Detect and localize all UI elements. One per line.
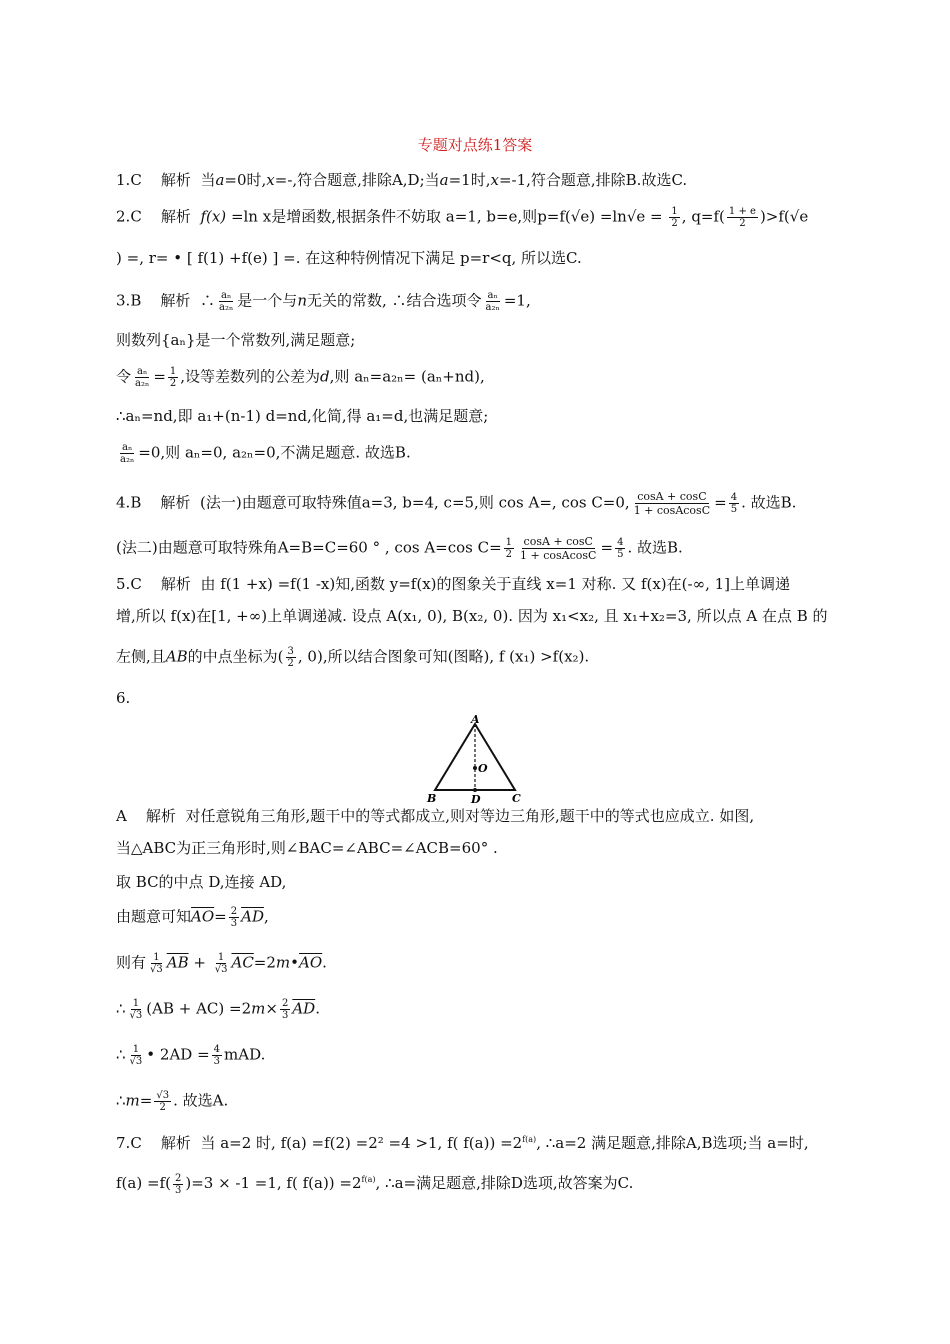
q3-num: 3. — [116, 291, 131, 310]
q4-text: A=B=C=60 ° , cos A=cos C= — [277, 538, 502, 557]
q6-text: =2 — [253, 953, 276, 972]
q6-line2: 当△ABC为正三角形时,则∠BAC=∠ABC=∠ACB=60° . — [116, 839, 498, 857]
frac-den: 5 — [617, 549, 624, 560]
q7-line1 — [116, 1130, 836, 1153]
q5-label: 解析 — [160, 575, 191, 593]
frac-den: 1 + cosAcosC — [520, 549, 597, 562]
frac-num: 4 — [617, 537, 624, 548]
vector-ab: $\overline{AB}$ — [166, 953, 189, 972]
q6-text: mAD — [224, 1045, 261, 1064]
q6-line3: 取 BC的中点 D,连接 AD, — [116, 873, 287, 891]
frac-den: √3 — [150, 964, 163, 975]
q6-text: 由题意可知 — [116, 907, 192, 926]
q3-line4: ∴aₙ=nd,即 a₁+(n-1) d=nd,化简,得 a₁=d,也满足题意; — [116, 407, 489, 425]
frac-den: 2 — [287, 658, 294, 669]
q4-frac — [632, 490, 712, 517]
q1-line: 1.C 解析 当a=0时,x=-,符合题意,排除A,D;当a=1时,x=-1,符合题意,排除B.故选C. — [116, 171, 688, 189]
frac-num: 2 — [174, 1172, 182, 1184]
q2-text: a=1, b=e,则 — [445, 207, 538, 226]
q7-frac — [173, 1173, 183, 1196]
q7-text: , ∴a=2 满足题意,排除A,B选项;当 a=时, — [536, 1134, 809, 1152]
q6-text: (AB + AC) =2 — [146, 999, 252, 1018]
frac-num: 3 — [287, 646, 294, 657]
q7-text: 当 a=2 时, f(a) =f(2) =2² =4 >1, f( f(a)) =2 — [200, 1134, 523, 1152]
q7-answer: C — [130, 1134, 142, 1152]
frac-num: 1 — [169, 366, 177, 377]
frac-num: 2 — [230, 906, 238, 917]
q3-text: =1, — [503, 291, 531, 310]
q3-label: 解析 — [160, 291, 191, 310]
q3-line2: 则数列{aₙ}是一个常数列,满足题意; — [116, 331, 356, 349]
q3-text: aₙ=a₂ₙ= (aₙ+nd), — [354, 367, 485, 386]
frac-den: √3 — [214, 964, 228, 975]
frac-den: a₂ₙ — [135, 378, 150, 389]
q5-text: ,所以结合图象可知(图略), f (x₁) >f(x₂). — [322, 647, 590, 666]
q4-frac — [518, 535, 598, 562]
q7-text: f(a) =f — [116, 1174, 166, 1192]
q1-text: =1时, — [448, 171, 491, 189]
q7-line2: f(a) =f( $\frac{2}{3}$ )=3 × -1 =1, f( $f(a)) =2^{f(a)}$, ∴a=满足题意,排除D选项,故答案为C. — [116, 1172, 634, 1196]
q4-frac-val — [615, 537, 625, 560]
q2-text: p=f(√e) =ln√e = — [537, 207, 663, 226]
point-d — [473, 788, 477, 792]
q2-answer: C — [130, 207, 142, 226]
q6-frac — [148, 952, 165, 975]
q3-text: 令 — [116, 367, 132, 386]
q6-line5 — [116, 952, 836, 975]
frac-den: a₂ₙ — [219, 302, 234, 313]
q6-text: , — [263, 907, 269, 926]
q5-text: 的中点坐标为 — [187, 647, 278, 666]
q6-text: m — [125, 1091, 140, 1110]
therefore-symbol: ∴ — [116, 999, 126, 1018]
frac-den: 2 — [505, 549, 513, 560]
frac-num: 4 — [730, 492, 738, 503]
frac-den: 2 — [169, 378, 177, 389]
frac-den: 1 + cosAcosC — [633, 504, 711, 517]
q6-frac — [154, 1090, 171, 1113]
vector-ao: $\overline{AO}$ — [299, 953, 323, 972]
q4-num: 4. — [116, 493, 131, 512]
q4-label: 解析 — [160, 493, 191, 512]
q3-text: 无关的常数, ∴结合选项令 — [306, 291, 482, 310]
frac-num: aₙ — [487, 290, 498, 301]
q5-text: AB — [165, 647, 188, 666]
q4-frac-half — [504, 537, 514, 560]
q6-text: • 2AD = — [146, 1045, 210, 1064]
frac-num: 1 — [153, 952, 160, 963]
frac-num: 1 — [217, 952, 225, 963]
q5-text: 由 f(1 +x) =f(1 -x)知,函数 y=f(x)的图象关于直线 x=1 对称. 又 f(x)在(-∞, 1]上单调递 — [200, 575, 791, 593]
q7-num: 7. — [116, 1134, 131, 1152]
q5-line3: 左侧,且AB的中点坐标为( $\frac{3}{2}$ , 0),所以结合图象可知(图略), f (x₁) >f(x₂). — [116, 646, 590, 669]
q6-frac — [128, 1044, 145, 1067]
vector-ad: $\overline{AD}$ — [241, 907, 264, 926]
q7-text: =3 × -1 =1, f( f(a)) =2 — [191, 1174, 362, 1192]
frac-den: 3 — [281, 1010, 289, 1021]
therefore-symbol: ∴ — [199, 291, 215, 310]
q6-text: = — [214, 907, 227, 926]
frac-den: a₂ₙ — [120, 454, 135, 465]
point-o — [473, 766, 477, 770]
vector-ad: $\overline{AD}$ — [292, 999, 316, 1018]
q3-frac — [484, 290, 502, 313]
q7-text: , ∴a=满足题意,排除D选项,故答案为C. — [375, 1174, 634, 1192]
q4-line1 — [116, 490, 836, 517]
q6-line6 — [116, 998, 836, 1021]
q4-frac-val — [729, 492, 739, 515]
q3-text: ,则 — [329, 367, 350, 386]
frac-num: 1 + e — [728, 206, 756, 217]
therefore-symbol: ∴ — [116, 1045, 126, 1064]
frac-den: a₂ₙ — [485, 302, 500, 313]
q3-text: a₂ₙ=0,不满足题意. 故选B. — [232, 443, 411, 462]
q6-frac — [280, 998, 290, 1021]
label-c: C — [512, 792, 521, 805]
q3-frac — [217, 290, 235, 313]
q5-answer: C — [130, 575, 142, 593]
frac-num: aₙ — [137, 366, 148, 377]
frac-num: 1 — [671, 206, 678, 217]
q4-text: (法二)由题意可取特殊角 — [116, 538, 278, 557]
frac-num: 4 — [213, 1044, 221, 1055]
q5-text: , 0 — [297, 647, 317, 666]
q6-answer: A — [116, 807, 127, 825]
q6-text: . 故选A. — [173, 1091, 229, 1110]
frac-den: 3 — [230, 918, 238, 929]
q1-label: 解析 — [160, 171, 191, 189]
equilateral-triangle-figure — [420, 714, 530, 810]
q2-text: >f(√e — [765, 207, 809, 226]
q1-text: =-,符合题意,排除A,D;当 — [274, 171, 440, 189]
q2-text: x是增函数,根据条件不妨取 — [262, 207, 441, 226]
q7-label: 解析 — [160, 1134, 191, 1152]
q5-text: 左侧,且 — [116, 647, 166, 666]
q6-text: + — [193, 953, 206, 972]
therefore-symbol: ∴ — [116, 1091, 126, 1110]
q6-line8 — [116, 1090, 836, 1113]
q1-text: =-1,符合题意,排除B.故选C. — [498, 171, 688, 189]
q6-text: × — [265, 999, 278, 1018]
frac-num: cosA + cosC — [523, 535, 593, 548]
q6-line1 — [116, 806, 836, 826]
frac-den: √3 — [129, 1056, 143, 1067]
q4-text: (法一)由题意可取特殊值 — [199, 493, 362, 512]
frac-num: 1 — [505, 537, 513, 548]
frac-num: cosA + cosC — [637, 490, 707, 503]
q2-text: =ln — [230, 207, 258, 226]
frac-num: aₙ — [122, 442, 133, 453]
q4-text: . 故选B. — [741, 493, 797, 512]
frac-num: √3 — [156, 1090, 170, 1101]
q6-frac — [128, 998, 145, 1021]
vector-ac: $\overline{AC}$ — [231, 953, 254, 972]
frac-num: 2 — [281, 998, 289, 1009]
q6-num: 6. — [116, 689, 131, 707]
q3-frac — [118, 442, 136, 465]
q2-frac-half — [669, 206, 679, 229]
vector-ao: $\overline{AO}$ — [191, 907, 215, 926]
label-o: O — [478, 762, 488, 775]
q6-text: m — [275, 953, 291, 972]
q6-text: = — [139, 1091, 153, 1110]
q2-text: , q=f — [681, 207, 720, 226]
q6-text: m — [251, 999, 266, 1018]
q2-text: f(x) — [200, 207, 227, 226]
q3-text: 是一个与 — [237, 291, 298, 310]
q3-text: ,设等差数列的公差为 — [180, 367, 321, 386]
q2-line2: ) =, r= • [ f(1) +f(e) ] =. 在这种特例情况下满足 p=r<q, 所以选C. — [116, 249, 582, 267]
q3-line3 — [116, 366, 836, 389]
q3-text: aₙ=0, — [184, 443, 228, 462]
frac-den: 2 — [671, 218, 678, 229]
q6-line4 — [116, 906, 836, 929]
frac-den: 3 — [213, 1056, 221, 1067]
q1-num: 1. — [116, 171, 131, 189]
q3-text: = — [153, 367, 166, 386]
q6-label: 解析 — [145, 807, 176, 825]
q3-text: =0,则 — [138, 443, 181, 462]
q2-line1: 2.C 解析 f(x) =ln x是增函数,根据条件不妨取 a=1, b=e,则p=f(√e) =ln√e = $\frac{1}{2}$ , q=f( $\frac{1 + e}{2}$ )>f(√e — [116, 206, 809, 229]
q3-frac — [133, 366, 151, 389]
q6-frac — [229, 906, 239, 929]
q4-answer: B — [130, 493, 142, 512]
label-a: A — [471, 714, 480, 726]
q5-frac — [286, 646, 296, 669]
frac-num: 1 — [132, 1044, 140, 1055]
label-d: D — [471, 793, 481, 806]
q6-text: • — [290, 953, 300, 972]
page-title: 专题对点练1答案 — [417, 136, 533, 154]
frac-den: 5 — [730, 504, 738, 515]
q1-answer: C — [130, 171, 142, 189]
q1-text: 当 — [200, 171, 216, 189]
frac-den: 3 — [174, 1184, 182, 1196]
q6-line7 — [116, 1044, 836, 1067]
q2-num: 2. — [116, 207, 131, 226]
q6-frac — [212, 1044, 222, 1067]
q1-text: =0时, — [224, 171, 267, 189]
frac-den: 2 — [159, 1102, 166, 1113]
q4-line2 — [116, 535, 836, 562]
frac-num: 1 — [132, 998, 140, 1009]
q6-text: . — [315, 999, 320, 1018]
q6-text: . — [322, 953, 327, 972]
q4-text: . 故选B. — [627, 538, 683, 557]
q6-text: . — [260, 1045, 266, 1064]
q3-line5 — [116, 442, 836, 465]
q2-label: 解析 — [160, 207, 191, 226]
frac-num: aₙ — [221, 290, 232, 301]
q3-frac-half — [168, 366, 178, 389]
q3-answer: B — [130, 291, 142, 310]
q5-line1 — [116, 574, 836, 594]
q5-num: 5. — [116, 575, 131, 593]
label-b: B — [427, 792, 437, 805]
q3-text: n — [297, 291, 307, 310]
q7-sup: f(a) — [361, 1175, 376, 1184]
q4-text: = — [714, 493, 727, 512]
q4-text: = — [600, 538, 614, 557]
q5-line2: 增,所以 f(x)在[1, +∞)上单调递减. 设点 A(x₁, 0), B(x₂, 0). 因为 x₁<x₂, 且 x₁+x₂=3, 所以点 A 在点 B 的 — [116, 607, 828, 625]
q3-line1 — [116, 290, 836, 313]
q3-text: d — [320, 367, 330, 386]
q2-frac-1e — [727, 206, 758, 229]
q6-frac — [213, 952, 230, 975]
q4-text: a=3, b=4, c=5,则 cos A=, cos C=0, — [361, 493, 630, 512]
frac-den: 2 — [739, 218, 746, 229]
q6-text: 则有 — [116, 953, 147, 972]
frac-den: √3 — [129, 1010, 143, 1021]
q6-text: 对任意锐角三角形,题干中的等式都成立,则对等边三角形,题干中的等式也应成立. 如图, — [185, 807, 755, 825]
q7-sup: f(a) — [522, 1135, 537, 1144]
